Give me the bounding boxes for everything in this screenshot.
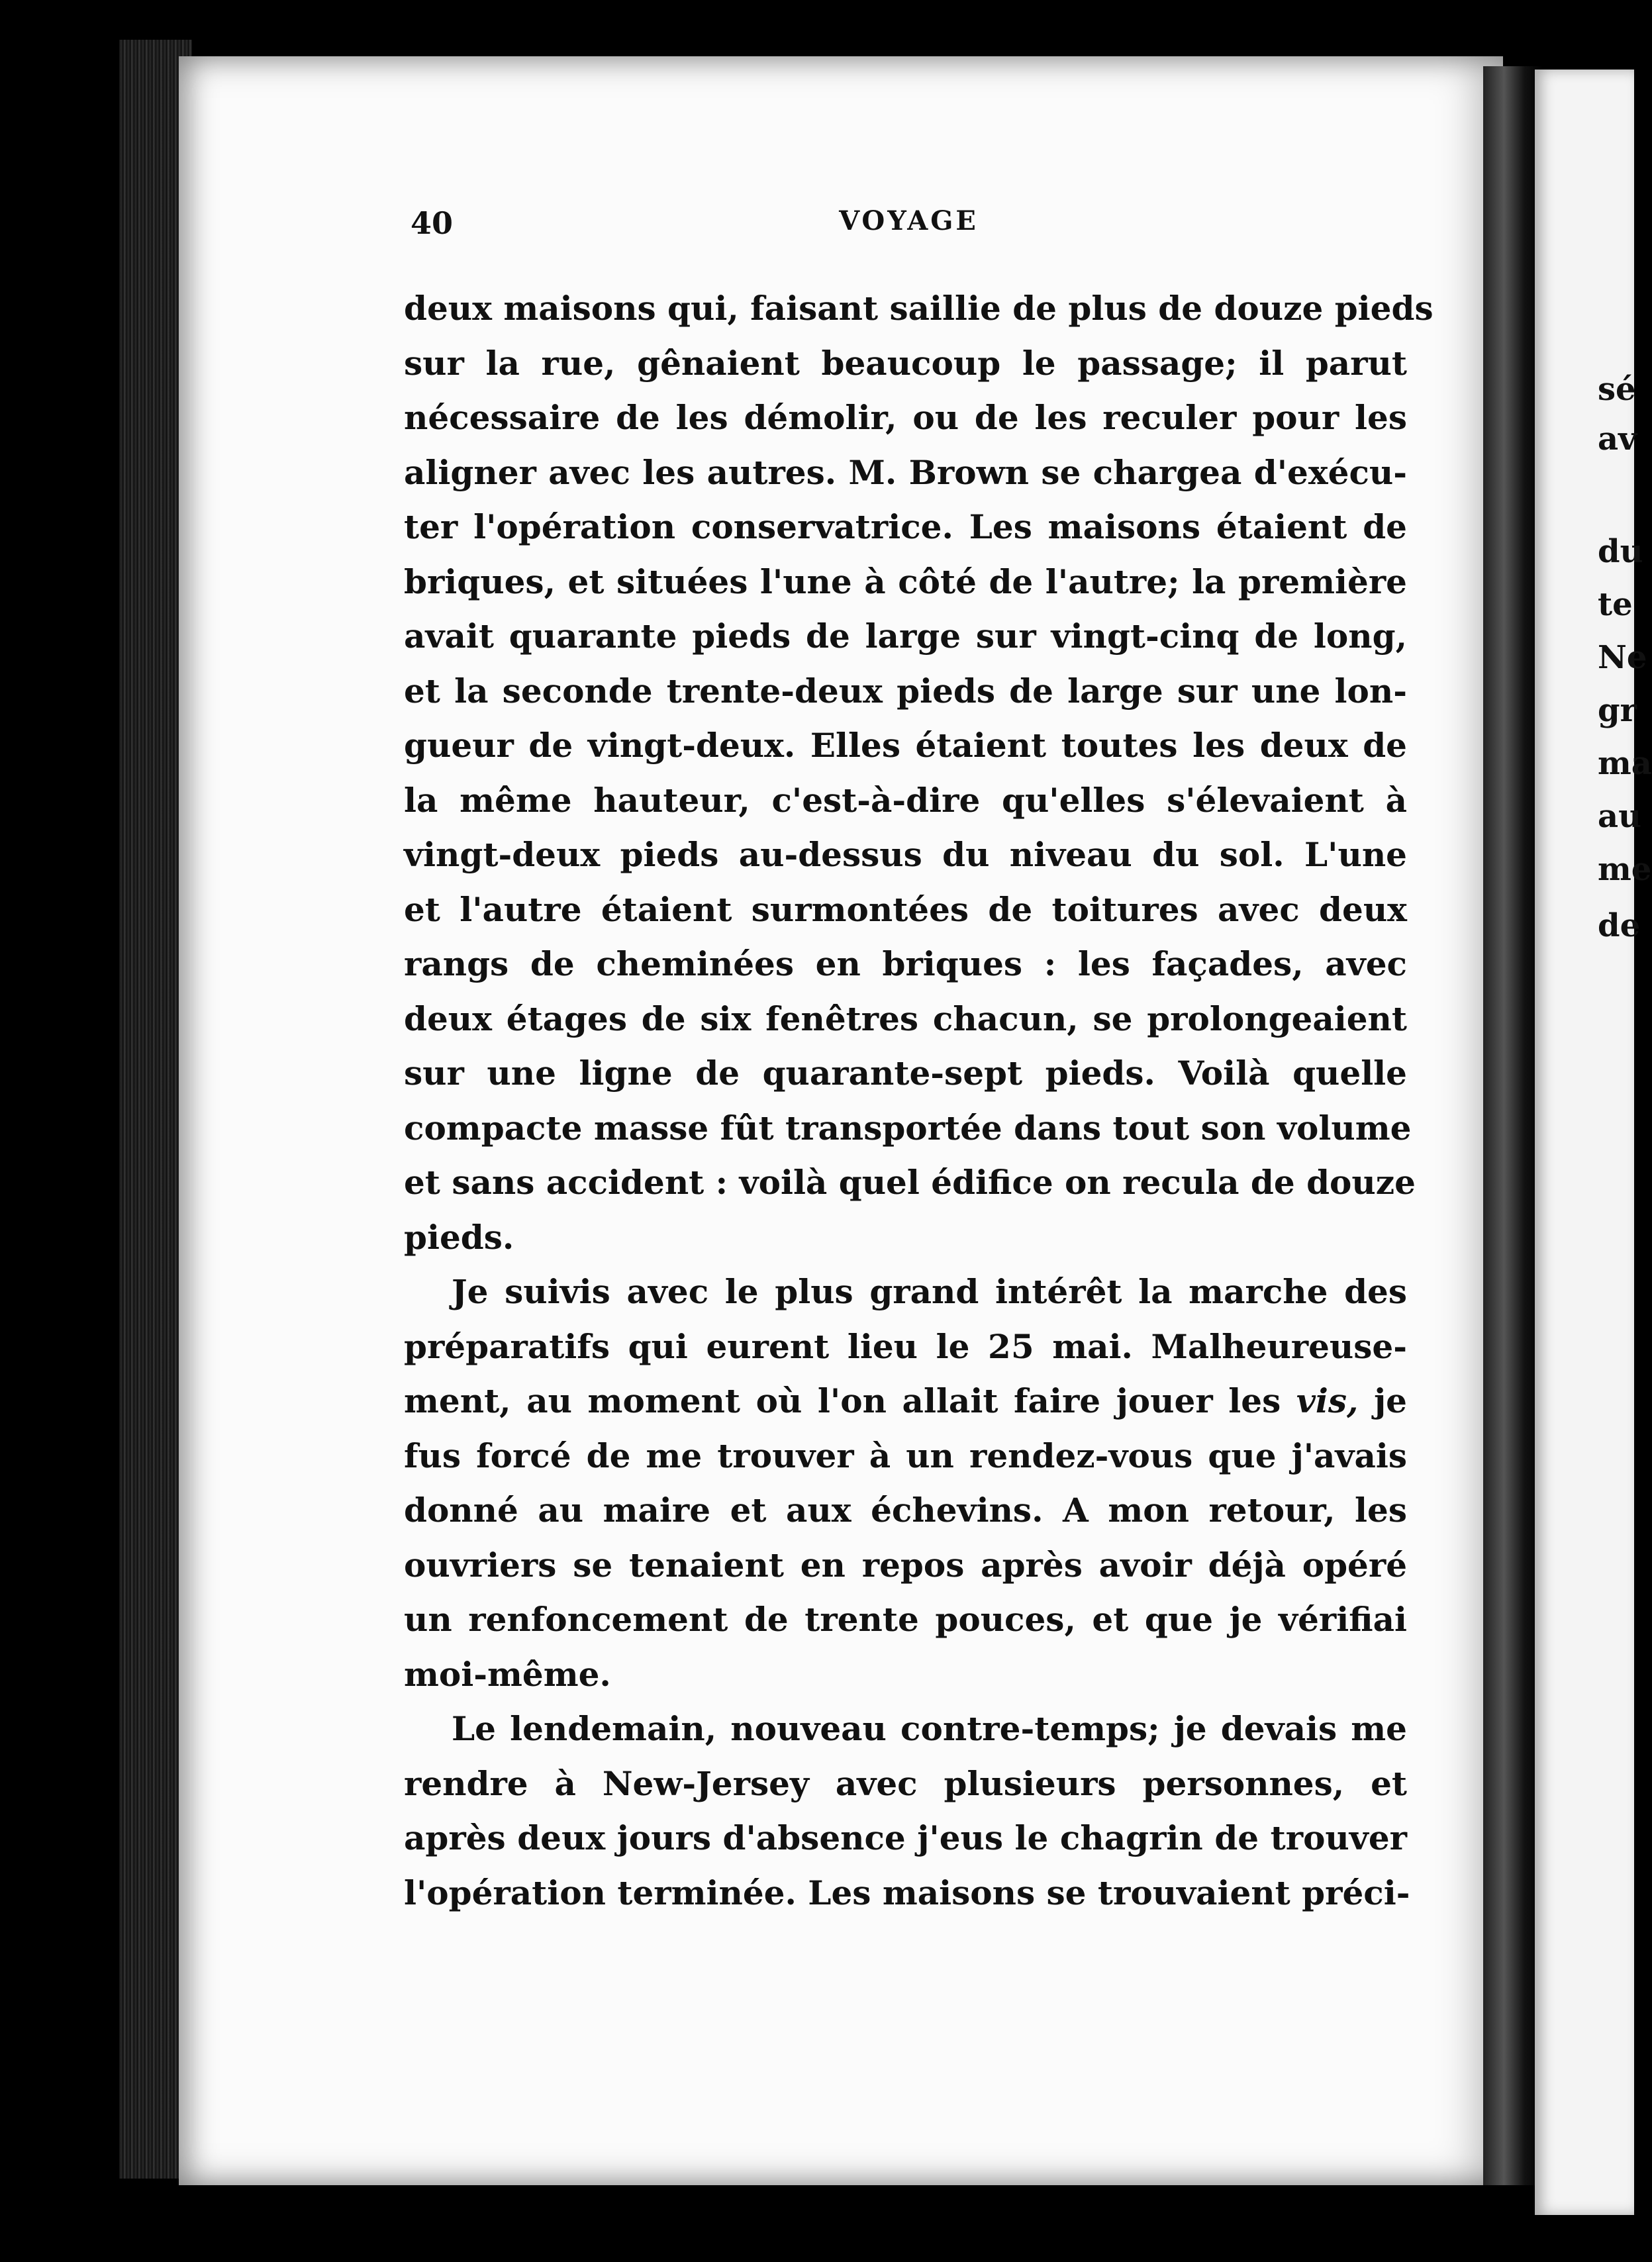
- facing-page-fragment: au: [1598, 798, 1641, 835]
- text-line: gueur de vingt-deux. Elles étaient toutes les deux de: [404, 726, 1407, 765]
- text-line: deux étages de six fenêtres chacun, se prolongeaient: [404, 999, 1407, 1038]
- text-line: fus forcé de me trouver à un rendez-vous que j'avais: [404, 1436, 1407, 1475]
- facing-page-fragment: de: [1598, 907, 1641, 944]
- text-line: rendre à New-Jersey avec plusieurs personnes, et: [404, 1763, 1407, 1803]
- text-segment: ment, au moment où l'on allait faire jouer les: [404, 1381, 1296, 1420]
- text-line: vingt-deux pieds au-dessus du niveau du sol. L'une: [404, 835, 1407, 874]
- facing-page-fragment: te: [1598, 586, 1633, 623]
- text-line-with-italic: [404, 1374, 1407, 1429]
- text-line: et sans accident : voilà quel édifice on recula de douze: [404, 1163, 1416, 1202]
- text-line: sur une ligne de quarante-sept pieds. Voilà quelle: [404, 1054, 1407, 1093]
- paragraph-first-line: Le lendemain, nouveau contre-temps; je devais me: [452, 1709, 1407, 1748]
- facing-page-fragment: sé: [1598, 371, 1636, 408]
- text-line: sur la rue, gênaient beaucoup le passage; il parut: [404, 343, 1407, 383]
- text-line: préparatifs qui eurent lieu le 25 mai. Malheureuse-: [404, 1326, 1407, 1366]
- text-line: l'opération terminée. Les maisons se trouvaient préci-: [404, 1873, 1410, 1912]
- facing-page-fragment: Ne: [1598, 639, 1647, 676]
- italic-word: vis,: [1296, 1381, 1359, 1420]
- text-line: ter l'opération conservatrice. Les maisons étaient de: [404, 507, 1407, 546]
- facing-page-fragment: av: [1598, 420, 1637, 458]
- text-line: rangs de cheminées en briques : les façades, avec: [404, 944, 1407, 983]
- facing-page-fragment: du: [1598, 533, 1643, 570]
- text-line: et la seconde trente-deux pieds de large sur une lon-: [404, 671, 1407, 711]
- text-line: et l'autre étaient surmontées de toitures avec deux: [404, 889, 1407, 929]
- text-line: aligner avec les autres. M. Brown se chargea d'exécu-: [404, 452, 1407, 492]
- text-line: donné au maire et aux échevins. A mon retour, les: [404, 1491, 1407, 1530]
- text-line: moi-même.: [404, 1654, 611, 1694]
- book-gutter: [1483, 66, 1543, 2185]
- facing-page-fragment: ma: [1598, 745, 1652, 782]
- text-line: après deux jours d'absence j'eus le chagrin de trouver: [404, 1818, 1407, 1857]
- facing-page-fragment: me: [1598, 851, 1652, 888]
- text-segment: je: [1358, 1381, 1407, 1420]
- page-header: [411, 205, 1407, 245]
- running-title: VOYAGE: [839, 205, 979, 236]
- text-line: deux maisons qui, faisant saillie de plus de douze pieds: [404, 289, 1433, 328]
- text-line: briques, et situées l'une à côté de l'autre; la première: [404, 562, 1407, 601]
- text-line: pieds.: [404, 1217, 514, 1257]
- text-line: compacte masse fût transportée dans tout son volume: [404, 1108, 1412, 1148]
- page-number: 40: [411, 205, 454, 241]
- text-line: nécessaire de les démolir, ou de les reculer pour les: [404, 398, 1407, 437]
- text-line: ouvriers se tenaient en repos après avoir déjà opéré: [404, 1545, 1407, 1585]
- text-line: un renfoncement de trente pouces, et que je vérifiai: [404, 1600, 1407, 1639]
- text-line: avait quarante pieds de large sur vingt-cinq de long,: [404, 616, 1407, 656]
- text-line: la même hauteur, c'est-à-dire qu'elles s'élevaient à: [404, 780, 1407, 820]
- facing-page: [1535, 70, 1652, 2215]
- body-text: [404, 281, 1433, 1920]
- facing-page-fragment: gr: [1598, 692, 1637, 729]
- paragraph-first-line: Je suivis avec le plus grand intérêt la marche des: [452, 1272, 1407, 1311]
